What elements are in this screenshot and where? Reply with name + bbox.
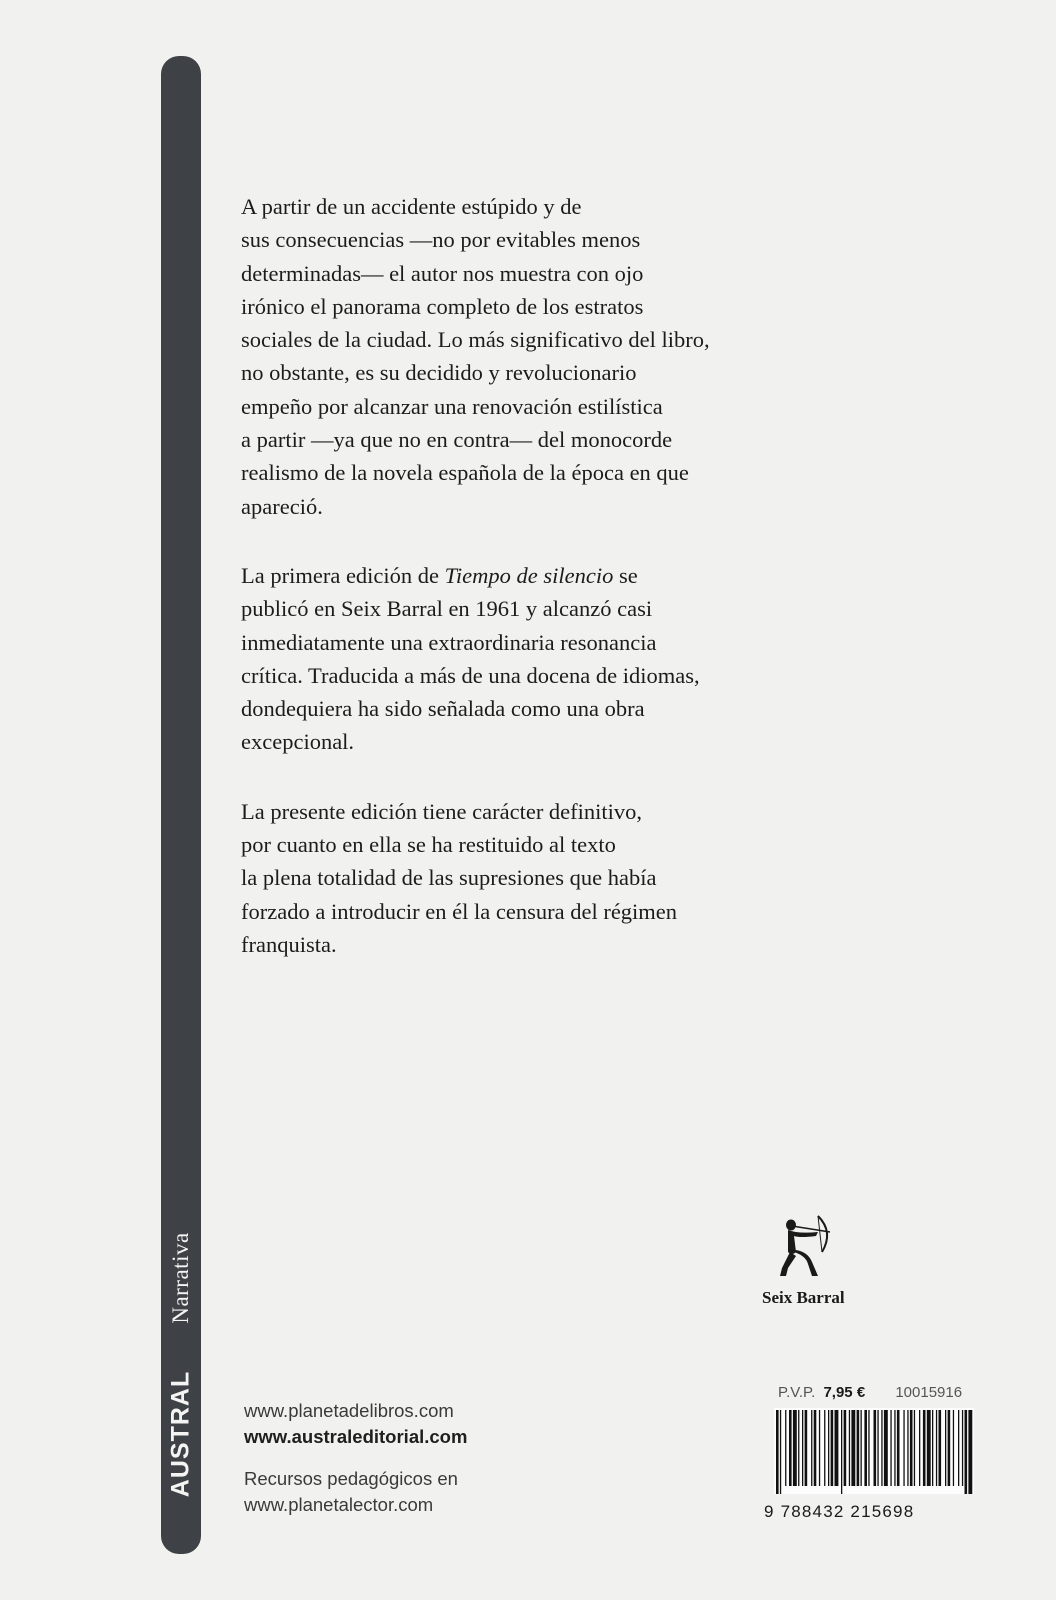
barcode-bar: [814, 1410, 817, 1486]
blurb-line: franquista.: [241, 931, 337, 957]
barcode-bar: [789, 1410, 792, 1486]
barcode: [774, 1408, 974, 1494]
barcode-bar: [861, 1410, 862, 1486]
blurb-line: irónico el panorama completo de los estratos: [241, 293, 644, 319]
blurb-text: La primera edición de: [241, 562, 445, 588]
barcode-bar: [927, 1410, 931, 1486]
website-australeditorial[interactable]: www.australeditorial.com: [244, 1426, 468, 1447]
product-code: 10015916: [895, 1384, 963, 1401]
barcode-bar: [919, 1410, 920, 1486]
blurb-line: no obstante, es su decidido y revolucionario: [241, 360, 637, 386]
barcode-bar: [968, 1410, 972, 1494]
archer-icon: [778, 1212, 836, 1282]
barcode-bar: [835, 1410, 839, 1486]
blurb-line: por cuanto en ella se ha restituido al texto: [241, 832, 616, 858]
blurb-line: empeño por alcanzar una renovación estilística: [241, 393, 663, 419]
barcode-bar: [958, 1410, 959, 1486]
barcode-bar: [849, 1410, 850, 1486]
price-value: 7,95 €: [823, 1384, 866, 1401]
barcode-bar: [824, 1410, 825, 1486]
barcode-bar: [811, 1410, 812, 1486]
barcode-bar: [945, 1410, 946, 1486]
blurb-line: La presente edición tiene carácter definitivo,: [241, 798, 643, 824]
barcode-bar: [910, 1410, 913, 1486]
blurb-line: a partir —ya que no en contra— del monocorde: [241, 427, 673, 453]
barcode-bar: [851, 1410, 855, 1486]
barcode-bar: [857, 1410, 860, 1486]
barcode-bar: [953, 1410, 954, 1486]
blurb-line: inmediatamente una extraordinaria resonancia: [241, 629, 657, 655]
barcode-bar: [948, 1410, 951, 1486]
barcode-bar: [819, 1410, 820, 1486]
publisher-name: Seix Barral: [762, 1288, 845, 1307]
blurb-paragraph-3: [241, 795, 841, 961]
blurb-line: apareció.: [241, 493, 323, 519]
barcode-bar: [864, 1410, 867, 1486]
barcode-bar: [828, 1410, 829, 1486]
barcode-bar: [802, 1410, 803, 1486]
barcode-bar: [831, 1410, 834, 1486]
barcode-bar: [881, 1410, 882, 1486]
price-row: [778, 1384, 962, 1401]
back-cover-blurb: [241, 190, 841, 997]
website-planetadelibros[interactable]: www.planetadelibros.com: [244, 1400, 454, 1421]
barcode-bar: [844, 1410, 847, 1486]
blurb-line: dondequiera ha sido señalada como una obra: [241, 696, 645, 722]
barcode-bar: [805, 1410, 808, 1486]
blurb-line: [241, 559, 841, 592]
barcode-bar: [923, 1410, 926, 1486]
blurb-line: publicó en Seix Barral en 1961 y alcanzó casi: [241, 596, 653, 622]
barcode-bar: [793, 1410, 797, 1486]
blurb-line: sociales de la ciudad. Lo más significativo del libro,: [241, 327, 710, 353]
blurb-line: sus consecuencias —no por evitables menos: [241, 227, 641, 253]
blurb-line: excepcional.: [241, 729, 355, 755]
barcode-bar: [965, 1410, 968, 1494]
barcode-bar: [894, 1410, 895, 1486]
barcode-bar: [884, 1410, 888, 1486]
blurb-line: realismo de la novela española de la época en que: [241, 460, 689, 486]
barcode-bar: [785, 1410, 786, 1486]
blurb-line: crítica. Traducida a más de una docena de idiomas,: [241, 662, 700, 688]
website-planetalector[interactable]: www.planetalector.com: [244, 1494, 434, 1515]
barcode-bar: [897, 1410, 900, 1486]
barcode-bar: [868, 1410, 869, 1486]
book-title: Tiempo de silencio: [444, 562, 614, 588]
barcode-bar: [903, 1410, 904, 1486]
blurb-line: determinadas— el autor nos muestra con ojo: [241, 260, 644, 286]
barcode-bar: [874, 1410, 877, 1486]
barcode-bar: [907, 1410, 908, 1486]
barcode-bar: [914, 1410, 915, 1486]
blurb-line: A partir de un accidente estúpido y de: [241, 194, 582, 219]
barcode-bars: [774, 1408, 974, 1494]
blurb-line: la plena totalidad de las supresiones que había: [241, 865, 657, 891]
barcode-bar: [932, 1410, 933, 1486]
barcode-bar: [877, 1410, 878, 1486]
blurb-paragraph-2: [241, 559, 841, 759]
blurb-paragraph-1: [241, 190, 841, 523]
publisher-logo: [752, 1212, 862, 1308]
blurb-line: forzado a introducir en él la censura del régimen: [241, 898, 678, 924]
price-label: P.V.P.: [778, 1384, 816, 1401]
barcode-bar: [939, 1410, 942, 1486]
isbn-number: 9 788432 215698: [764, 1502, 915, 1521]
blurb-text: se: [613, 562, 638, 588]
barcode-bar: [962, 1410, 963, 1486]
barcode-bar: [798, 1410, 799, 1486]
resources-label: Recursos pedagógicos en: [244, 1468, 458, 1489]
barcode-bar: [890, 1410, 891, 1486]
barcode-bar: [936, 1410, 937, 1486]
barcode-bar: [780, 1410, 781, 1494]
barcode-bar: [841, 1410, 842, 1494]
barcode-bar: [776, 1410, 779, 1494]
spine-band: [161, 56, 201, 1554]
